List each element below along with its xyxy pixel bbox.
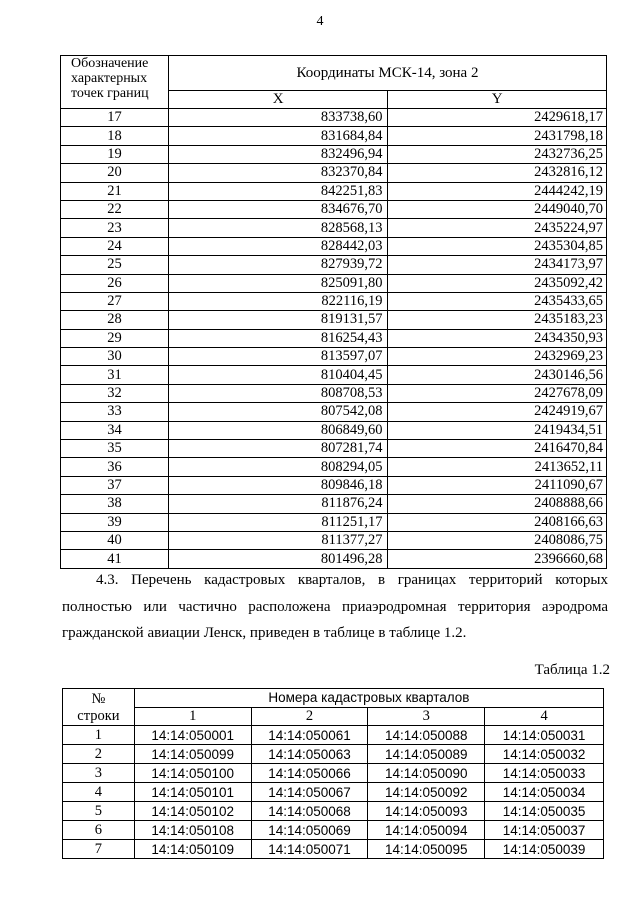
coord-cell-y: 2434173,97 [388,256,607,274]
cadastral-code-cell: 14:14:050101 [134,783,251,802]
coord-cell-x: 810404,45 [168,366,388,384]
cadastral-code-cell: 14:14:050035 [485,802,604,821]
coord-cell-y: 2416470,84 [388,440,607,458]
cadastral-code-cell: 14:14:050100 [134,764,251,783]
coord-cell-y: 2429618,17 [388,109,607,127]
coord-cell-y: 2435092,42 [388,274,607,292]
coordinate-row [61,127,607,145]
coord-cell-point: 25 [61,256,169,274]
point-column-header [61,56,169,109]
coordinates-table [60,55,607,569]
coord-cell-x: 811377,27 [168,531,388,549]
coord-cell-y: 2396660,68 [388,550,607,568]
cadastral-code-cell: 14:14:050109 [134,840,251,859]
cadastral-row [63,840,604,859]
row-head-line: строки [77,708,120,724]
coord-cell-point: 33 [61,403,169,421]
cadastral-row [63,745,604,764]
cadastral-column-header: 1 [134,707,251,726]
cadastral-code-cell: 14:14:050061 [251,726,368,745]
coord-cell-y: 2411090,67 [388,476,607,494]
cadastral-code-cell: 14:14:050090 [368,764,485,783]
row-number-header [63,689,135,726]
coordinate-row [61,348,607,366]
cadastral-code-cell: 14:14:050088 [368,726,485,745]
coord-cell-x: 806849,60 [168,421,388,439]
cadastral-column-header: 2 [251,707,368,726]
coord-cell-point: 24 [61,237,169,255]
coord-cell-point: 35 [61,440,169,458]
coord-cell-x: 833738,60 [168,109,388,127]
cadastral-row [63,802,604,821]
coordinates-group-header: Координаты МСК-14, зона 2 [168,56,606,91]
cadastral-column-header: 3 [368,707,485,726]
coordinate-row [61,109,607,127]
coordinate-row [61,513,607,531]
coord-cell-y: 2435304,85 [388,237,607,255]
cadastral-column-header: 4 [485,707,604,726]
coordinate-row [61,531,607,549]
coord-cell-x: 822116,19 [168,292,388,310]
coord-cell-point: 26 [61,274,169,292]
coord-cell-y: 2432816,12 [388,164,607,182]
coordinate-row [61,311,607,329]
coordinate-row [61,384,607,402]
cadastral-code-cell: 14:14:050094 [368,821,485,840]
coord-cell-point: 17 [61,109,169,127]
cadastral-code-cell: 14:14:050001 [134,726,251,745]
coord-cell-point: 32 [61,384,169,402]
cadastral-code-cell: 14:14:050108 [134,821,251,840]
coord-cell-point: 30 [61,348,169,366]
cadastral-code-cell: 14:14:050031 [485,726,604,745]
coord-cell-x: 813597,07 [168,348,388,366]
coord-cell-point: 31 [61,366,169,384]
coord-cell-point: 28 [61,311,169,329]
cadastral-row-number: 4 [63,783,135,802]
cadastral-row-number: 2 [63,745,135,764]
coordinate-row [61,403,607,421]
coord-cell-x: 834676,70 [168,200,388,218]
coord-cell-x: 801496,28 [168,550,388,568]
cadastral-code-cell: 14:14:050068 [251,802,368,821]
coord-cell-x: 811876,24 [168,495,388,513]
coord-cell-x: 842251,83 [168,182,388,200]
coord-cell-y: 2444242,19 [388,182,607,200]
coord-cell-x: 832370,84 [168,164,388,182]
paragraph-4-3 [62,567,608,647]
coord-cell-point: 21 [61,182,169,200]
coord-cell-y: 2408166,63 [388,513,607,531]
coord-cell-point: 22 [61,200,169,218]
coord-cell-x: 809846,18 [168,476,388,494]
cadastral-code-cell: 14:14:050092 [368,783,485,802]
coord-cell-y: 2408086,75 [388,531,607,549]
y-column-header: Y [388,91,607,109]
coordinate-row [61,440,607,458]
cadastral-code-cell: 14:14:050071 [251,840,368,859]
coord-cell-x: 819131,57 [168,311,388,329]
paragraph-text: 4.3. Перечень кадастровых кварталов, в границах территорий которых полностью или частично расположена приаэродромная территория аэродрома гражданской авиации Ленск, приведен в таблице в таблице 1.2. [62,572,608,641]
page-number: 4 [316,14,324,29]
coordinate-row [61,256,607,274]
cadastral-row [63,821,604,840]
coord-cell-point: 23 [61,219,169,237]
coord-cell-x: 811251,17 [168,513,388,531]
coord-cell-y: 2413652,11 [388,458,607,476]
coord-cell-x: 816254,43 [168,329,388,347]
x-column-header: X [168,91,388,109]
cadastral-code-cell: 14:14:050093 [368,802,485,821]
cadastral-row [63,764,604,783]
cadastral-code-cell: 14:14:050033 [485,764,604,783]
coord-cell-y: 2435433,65 [388,292,607,310]
cadastral-table [62,688,604,859]
coord-cell-y: 2430146,56 [388,366,607,384]
table-caption: Таблица 1.2 [534,662,610,678]
cadastral-row [63,726,604,745]
cadastral-row-number: 3 [63,764,135,783]
coord-cell-x: 808294,05 [168,458,388,476]
coordinate-row [61,421,607,439]
cadastral-code-cell: 14:14:050095 [368,840,485,859]
coordinate-row [61,329,607,347]
coord-cell-y: 2424919,67 [388,403,607,421]
coord-cell-point: 34 [61,421,169,439]
coord-cell-point: 29 [61,329,169,347]
cadastral-code-cell: 14:14:050069 [251,821,368,840]
coord-cell-x: 825091,80 [168,274,388,292]
cadastral-code-cell: 14:14:050066 [251,764,368,783]
point-header-line: Обозначение [71,56,149,71]
cadastral-code-cell: 14:14:050102 [134,802,251,821]
coord-cell-point: 20 [61,164,169,182]
cadastral-code-cell: 14:14:050034 [485,783,604,802]
coord-cell-y: 2435183,23 [388,311,607,329]
cadastral-code-cell: 14:14:050099 [134,745,251,764]
coordinate-row [61,292,607,310]
coord-cell-point: 27 [61,292,169,310]
coordinate-row [61,458,607,476]
cadastral-row [63,783,604,802]
cadastral-code-cell: 14:14:050089 [368,745,485,764]
cadastral-row-number: 7 [63,840,135,859]
coord-cell-x: 828442,03 [168,237,388,255]
row-head-line: № [91,691,106,707]
coord-cell-point: 40 [61,531,169,549]
coord-cell-x: 831684,84 [168,127,388,145]
coord-cell-point: 19 [61,145,169,163]
coord-cell-x: 827939,72 [168,256,388,274]
coord-cell-point: 38 [61,495,169,513]
coord-cell-y: 2431798,18 [388,127,607,145]
cadastral-code-cell: 14:14:050067 [251,783,368,802]
coordinate-row [61,219,607,237]
coord-cell-x: 807542,08 [168,403,388,421]
coord-cell-x: 828568,13 [168,219,388,237]
coordinate-row [61,182,607,200]
coord-cell-y: 2432969,23 [388,348,607,366]
cadastral-row-number: 5 [63,802,135,821]
point-header-line: точек границ [71,86,149,101]
coordinate-row [61,200,607,218]
coord-cell-y: 2449040,70 [388,200,607,218]
cadastral-row-number: 6 [63,821,135,840]
cadastral-row-number: 1 [63,726,135,745]
coord-cell-y: 2427678,09 [388,384,607,402]
cadastral-group-header: Номера кадастровых кварталов [134,689,603,708]
coordinate-row [61,476,607,494]
coord-cell-x: 808708,53 [168,384,388,402]
coord-cell-point: 18 [61,127,169,145]
cadastral-code-cell: 14:14:050032 [485,745,604,764]
coord-cell-y: 2419434,51 [388,421,607,439]
coordinate-row [61,550,607,568]
coord-cell-x: 832496,94 [168,145,388,163]
coordinate-row [61,495,607,513]
coordinate-row [61,145,607,163]
coordinate-row [61,366,607,384]
point-header-line: характерных [71,71,148,86]
cadastral-code-cell: 14:14:050063 [251,745,368,764]
coordinate-row [61,274,607,292]
coord-cell-point: 36 [61,458,169,476]
coord-cell-y: 2434350,93 [388,329,607,347]
coord-cell-x: 807281,74 [168,440,388,458]
coord-cell-point: 39 [61,513,169,531]
coord-cell-point: 37 [61,476,169,494]
coord-cell-point: 41 [61,550,169,568]
coord-cell-y: 2432736,25 [388,145,607,163]
coord-cell-y: 2435224,97 [388,219,607,237]
coord-cell-y: 2408888,66 [388,495,607,513]
coordinate-row [61,237,607,255]
coordinate-row [61,164,607,182]
cadastral-code-cell: 14:14:050037 [485,821,604,840]
cadastral-code-cell: 14:14:050039 [485,840,604,859]
